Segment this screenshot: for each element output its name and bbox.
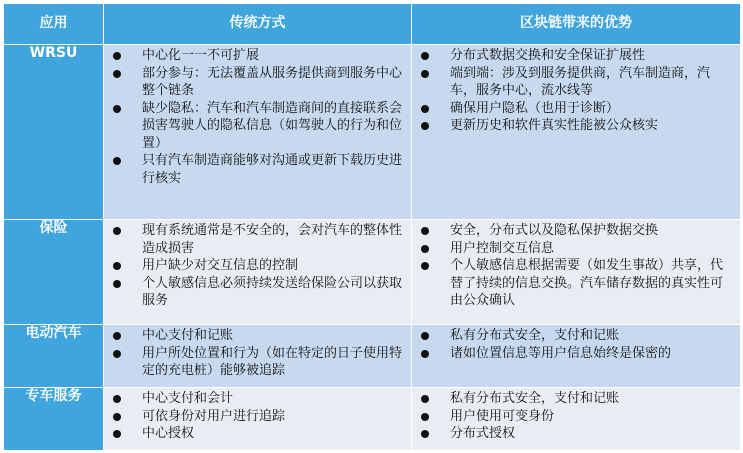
comparison-table <box>3 3 741 451</box>
list-item: 分布式授权 <box>412 425 734 443</box>
list-item: 中心支付和会计 <box>104 390 405 408</box>
list-item: 现有系统通常是不安全的，会对汽车的整体性造成损害 <box>104 222 405 257</box>
list-item: 个人敏感信息必须持续发送给保险公司以获取服务 <box>104 275 405 310</box>
header-row <box>4 4 741 45</box>
header-application: 应用 <box>4 4 104 45</box>
list-item: 中心授权 <box>104 425 405 443</box>
header-traditional: 传统方式 <box>104 4 412 45</box>
table-row <box>4 388 741 451</box>
row-category: 专车服务 <box>4 388 104 451</box>
list-item: 用户所处位置和行为（如在特定的日子使用特定的充电桩）能够被追踪 <box>104 345 405 380</box>
list-item: 确保用户隐私（也用于诊断） <box>412 100 734 118</box>
list-item: 私有分布式安全，支付和记账 <box>412 390 734 408</box>
list-item: 可依身份对用户进行追踪 <box>104 408 405 426</box>
list-item: 诸如位置信息等用户信息始终是保密的 <box>412 345 734 363</box>
list-item: 端到端：涉及到服务提供商，汽车制造商，汽车，服务中心，流水线等 <box>412 65 734 100</box>
list-item: 个人敏感信息根据需要（如发生事故）共享，代替了持续的信息交换。汽车储存数据的真实性可由公众确认 <box>412 257 734 310</box>
list-item: 用户控制交互信息 <box>412 240 734 258</box>
blockchain-cell <box>412 220 741 325</box>
header-blockchain-advantages: 区块链带来的优势 <box>412 4 741 45</box>
list-item: 安全，分布式以及隐私保护数据交换 <box>412 222 734 240</box>
table-row <box>4 45 741 220</box>
traditional-cell <box>104 45 412 220</box>
blockchain-cell <box>412 45 741 220</box>
list-item: 用户使用可变身份 <box>412 408 734 426</box>
list-item: 用户缺少对交互信息的控制 <box>104 257 405 275</box>
row-category: 电动汽车 <box>4 325 104 388</box>
list-item: 更新历史和软件真实性能被公众核实 <box>412 117 734 135</box>
list-item: 分布式数据交换和安全保证扩展性 <box>412 47 734 65</box>
row-category: WRSU <box>4 45 104 220</box>
table-row <box>4 220 741 325</box>
blockchain-cell <box>412 388 741 451</box>
list-item: 中心化一一不可扩展 <box>104 47 405 65</box>
list-item: 部分参与：无法覆盖从服务提供商到服务中心整个链条 <box>104 65 405 100</box>
list-item: 私有分布式安全，支付和记账 <box>412 327 734 345</box>
blockchain-cell <box>412 325 741 388</box>
traditional-cell <box>104 388 412 451</box>
traditional-cell <box>104 325 412 388</box>
table-row <box>4 325 741 388</box>
list-item: 只有汽车制造商能够对沟通或更新下载历史进行核实 <box>104 152 405 187</box>
list-item: 缺少隐私：汽车和汽车制造商间的直接联系会损害驾驶人的隐私信息（如驾驶人的行为和位置） <box>104 100 405 153</box>
list-item: 中心支付和记账 <box>104 327 405 345</box>
row-category: 保险 <box>4 220 104 325</box>
traditional-cell <box>104 220 412 325</box>
